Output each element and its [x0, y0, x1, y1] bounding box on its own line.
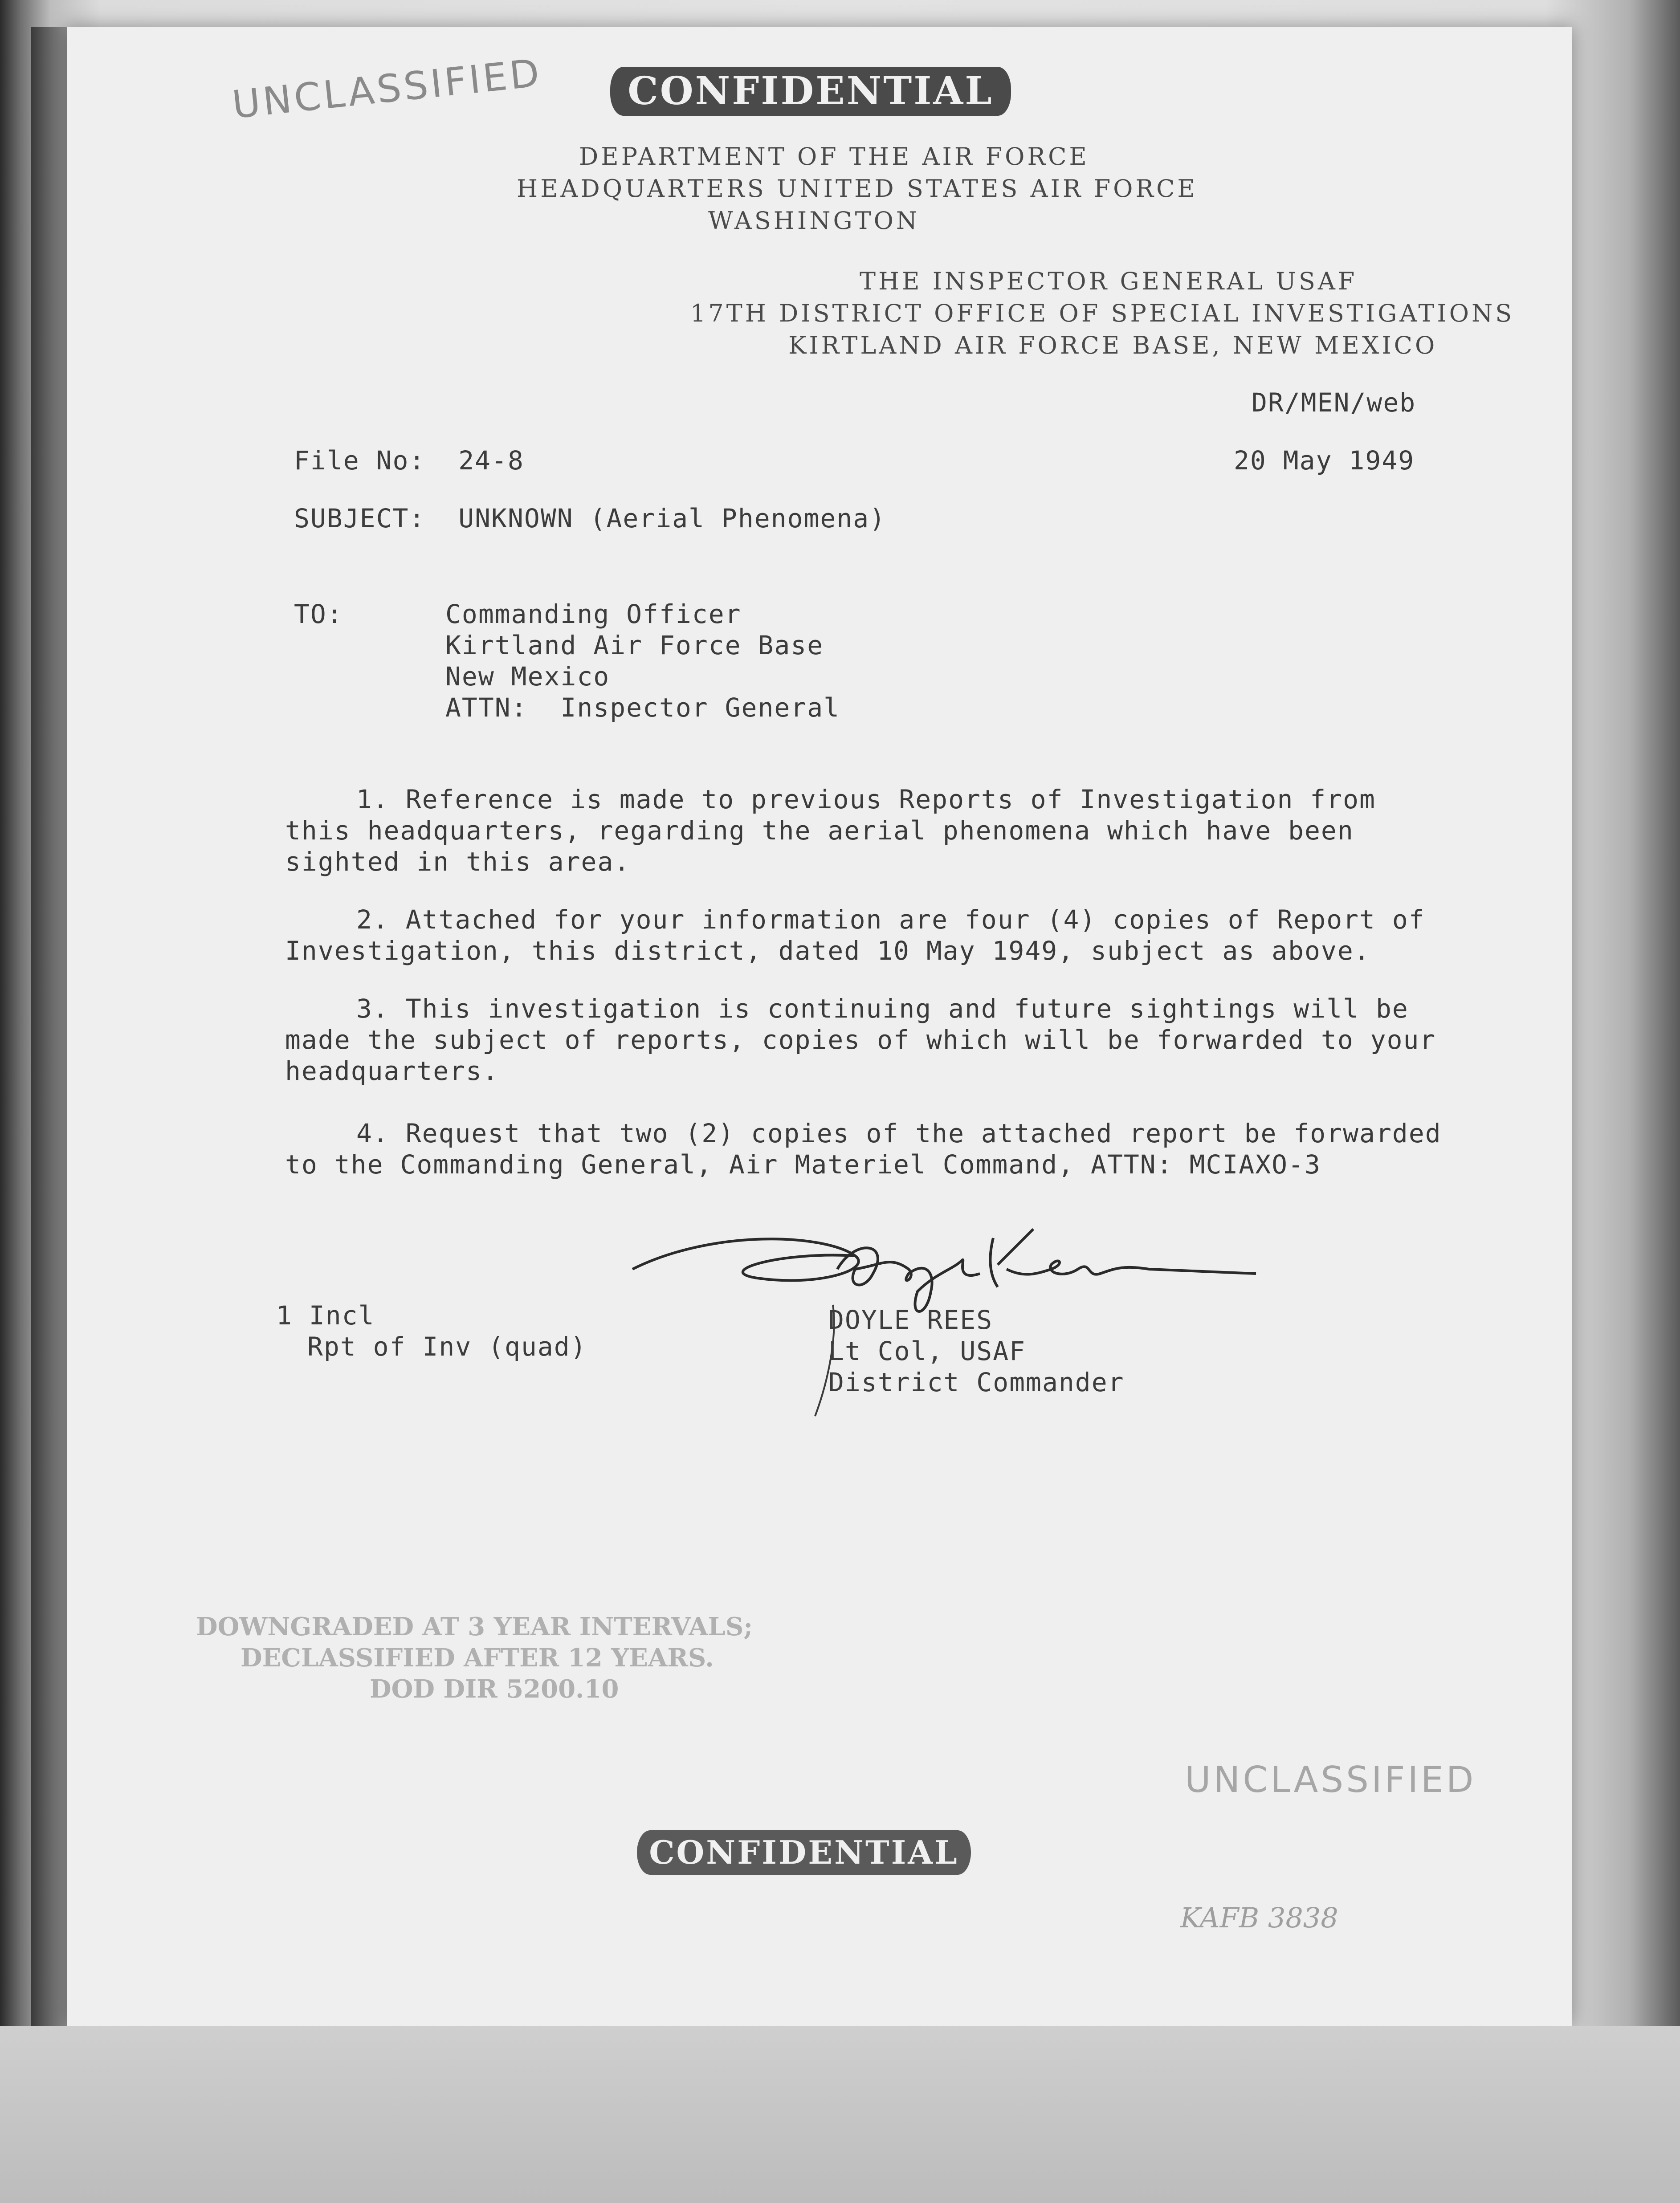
addressee-line-1: Commanding Officer — [445, 599, 742, 629]
office-line-2: 17TH DISTRICT OFFICE OF SPECIAL INVESTIGATIONS — [690, 299, 1515, 327]
file-number: File No: 24-8 — [294, 445, 524, 476]
paragraph-3: 3. This investigation is continuing and future sightings will be made the subject of reports, copies of which will be forwarded to your headquarters. — [285, 994, 1436, 1086]
addressee-line-2: Kirtland Air Force Base — [445, 630, 824, 660]
addressee-line-3: New Mexico — [445, 661, 610, 692]
enclosure-line-2: Rpt of Inv (quad) — [307, 1332, 587, 1362]
letterhead-line-3: WASHINGTON — [708, 207, 920, 235]
stamp-confidential-bottom: CONFIDENTIAL — [637, 1830, 971, 1875]
signer-title: District Commander — [828, 1367, 1125, 1397]
reference-initials: DR/MEN/web — [1252, 387, 1416, 418]
enclosure-line-1: 1 Incl — [276, 1300, 375, 1331]
office-line-1: THE INSPECTOR GENERAL USAF — [860, 267, 1358, 295]
stamp-unclassified-bottom: UNCLASSIFIED — [1185, 1759, 1476, 1800]
downgrade-stamp-line-2: DECLASSIFIED AFTER 12 YEARS. — [241, 1643, 714, 1673]
downgrade-stamp-line-1: DOWNGRADED AT 3 YEAR INTERVALS; — [196, 1612, 753, 1641]
paragraph-1: 1. Reference is made to previous Reports of Investigation from this headquarters, regarding the aerial phenomena which have been sighted in this area. — [285, 784, 1376, 877]
signer-name: DOYLE REES — [828, 1305, 993, 1335]
paragraph-2: 2. Attached for your information are four (4) copies of Report of Investigation, this district, dated 10 May 1949, subject as above. — [285, 904, 1425, 966]
addressee-line-4: ATTN: Inspector General — [445, 692, 840, 723]
to-label: TO: — [294, 599, 343, 629]
page-edge-shadow — [31, 27, 71, 2026]
letter-date: 20 May 1949 — [1234, 445, 1415, 476]
handwritten-file-note: KAFB 3838 — [1180, 1902, 1338, 1934]
stamp-confidential-top: CONFIDENTIAL — [610, 67, 1011, 116]
letterhead-line-1: DEPARTMENT OF THE AIR FORCE — [579, 143, 1089, 171]
signer-rank: Lt Col, USAF — [828, 1336, 1026, 1366]
bottom-margin-band — [0, 2026, 1680, 2203]
stamp-unclassified-top: UNCLASSIFIED — [230, 50, 544, 128]
office-line-3: KIRTLAND AIR FORCE BASE, NEW MEXICO — [788, 331, 1438, 359]
letterhead-line-2: HEADQUARTERS UNITED STATES AIR FORCE — [517, 175, 1198, 203]
subject-line: SUBJECT: UNKNOWN (Aerial Phenomena) — [294, 503, 886, 533]
paragraph-4: 4. Request that two (2) copies of the attached report be forwarded to the Commanding General, Air Materiel Command, ATTN: MCIAXO-3 — [285, 1118, 1442, 1180]
downgrade-stamp-line-3: DOD DIR 5200.10 — [370, 1674, 619, 1704]
